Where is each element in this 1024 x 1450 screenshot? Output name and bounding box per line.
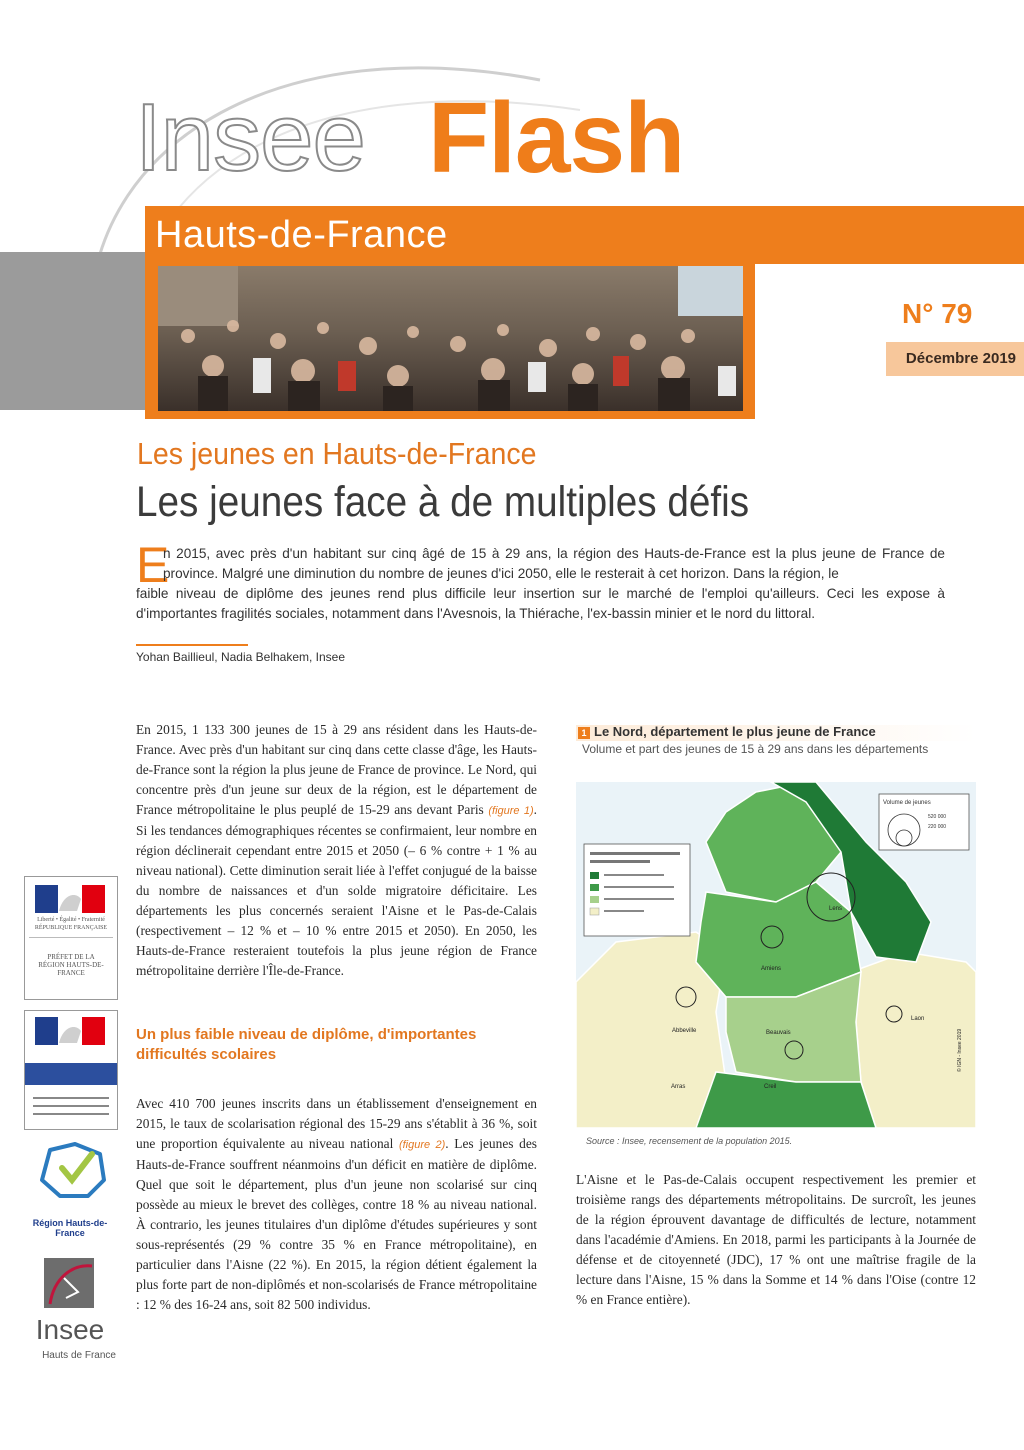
figure-number: 1: [578, 727, 590, 739]
volume-legend-title: Volume de jeunes: [883, 800, 931, 806]
region-logo-label: Région Hauts-de-France: [32, 1218, 108, 1238]
body-text: . Les jeunes des Hauts-de-France souffrent néanmoins d'un déficit en matière de diplôme. Quel que soit le département, plus d'un jeune non scolarisé sur cinq possède au mieux le brevet des collèges, contre 18 % au niveau national. À contrario, les jeunes titulaires d'un diplôme d'études supérieures y sont sous-représentés (29 % contre 35 % en France métropolitaine), en particulier dans l'Aisne (22 %). En 2015, la région détient également la plus forte part de non-diplômés et non-scolarisés de France métropolitaine : 12 % des 16-24 ans, soit 82 500 individus.: [136, 1136, 537, 1312]
prefet-logo: [24, 876, 118, 1000]
lead-paragraph-rest: faible niveau de diplôme des jeunes rend plus difficile leur insertion sur le marché de l'emploi qu'ailleurs. Ceci les expose à d'importantes fragilités sociales, notamment dans l'Avesnois, la Thiérache, l'ex-bassin minier et le nord du littoral.: [136, 586, 945, 621]
brand-flash: Flash: [428, 82, 685, 194]
body-text: . Si les tendances démographiques récentes se confirmaient, leur nombre en région déclinerait cependant entre 2015 et 2050 (– 6 % contre + 1 % au niveau national). Cette diminution serait liée à l'effet conjugué de la baisse du nombre de naissances et d'un solde migratoire déficitaire. Les départements les plus concernés seraient l'Aisne et le Pas-de-Calais (respectivement – 12 % et – 10 % entre 2015 et 2050). En 2050, les Hauts-de-France resteraient toutefois la plus jeune région de France métropolitaine derrière l'Île-de-France.: [136, 802, 537, 978]
figure-2-reference[interactable]: (figure 2): [398, 1139, 446, 1151]
section-heading: Un plus faible niveau de diplôme, d'importantes difficultés scolaires: [136, 1026, 477, 1063]
ministere-logo: [24, 1010, 118, 1130]
liberte-motto: Liberté • Égalité • Fraternité: [37, 917, 105, 923]
map-legend: [584, 844, 690, 936]
insee-logo-text: Insee: [35, 1314, 105, 1345]
authors: Yohan Baillieul, Nadia Belhakem, Insee: [136, 650, 346, 664]
place-label: Amiens: [761, 966, 782, 972]
insee-logo: [24, 1258, 116, 1368]
figure-title: Le Nord, département le plus jeune de France: [594, 724, 876, 739]
author-rule: [136, 644, 248, 646]
insee-logo-sub: Hauts de France: [42, 1350, 116, 1361]
france-map-icon: [30, 1140, 110, 1200]
departments-map: [576, 782, 976, 1128]
prefet-label: PRÉFET DE LA RÉGION HAUTS-DE-FRANCE: [38, 953, 104, 977]
ministere-band: [25, 1063, 117, 1085]
marianne-icon: [35, 1017, 105, 1051]
place-label: Arras: [671, 1084, 686, 1090]
figure-source: Source : Insee, recensement de la population 2015.: [586, 1136, 793, 1146]
place-label: Creil: [764, 1084, 777, 1090]
volume-legend-value: 220 000: [928, 824, 947, 830]
series-title: Les jeunes en Hauts-de-France: [137, 436, 537, 471]
place-label: Laon: [911, 1016, 925, 1022]
region-logo: [24, 1140, 116, 1240]
region-name: Hauts-de-France: [155, 214, 448, 256]
figure-1-reference[interactable]: (figure 1): [488, 805, 534, 817]
body-paragraph-1: [136, 720, 537, 981]
lead-paragraph-start: n 2015, avec près d'un habitant sur cinq âgé de 15 à 29 ans, la région des Hauts-de-France est la plus jeune de France de province. Malgré une diminution du nombre de jeunes d'ici 2050, elle le resterait à cet horizon. Dans la région, le: [163, 546, 945, 581]
body-paragraph-2: [136, 1094, 537, 1315]
volume-legend-value: 520 000: [928, 814, 947, 820]
body-text: Avec 410 700 jeunes inscrits dans un établissement d'enseignement en 2015, le taux de scolarisation régional des 15-29 ans s'établit à 36 %, soit une proportion équivalente au niveau national: [136, 1096, 537, 1151]
brand-insee: Insee: [135, 84, 365, 191]
place-label: Beauvais: [766, 1030, 791, 1036]
volume-legend: [879, 794, 969, 850]
grey-band: [0, 252, 145, 410]
lead-dropcap: E: [136, 537, 170, 593]
crowd-photo: [158, 266, 743, 411]
body-paragraph-3: L'Aisne et le Pas-de-Calais occupent respectivement les premier et troisième rangs des départements métropolitains. De surcroît, les jeunes de la région éprouvent davantage de difficultés de lecture, notamment dans l'académie d'Amiens. En 2018, parmi les participants à la Journée de défense et de citoyenneté (JDC), 17 % ont une maîtrise fragile de la lecture dans l'Aisne, 15 % dans la Somme et 14 % dans l'Oise (contre 12 % en France entière).: [576, 1172, 976, 1307]
map-copyright: © IGN - Insee 2019: [957, 1028, 963, 1072]
page-title: Les jeunes face à de multiples défis: [136, 478, 750, 526]
issue-number: N° 79: [902, 298, 973, 329]
insee-mark-icon: [44, 1258, 94, 1308]
republique-label: RÉPUBLIQUE FRANÇAISE: [34, 925, 108, 931]
figure-subtitle: Volume et part des jeunes de 15 à 29 ans dans les départements: [582, 742, 929, 756]
place-label: Lens: [829, 906, 843, 912]
marianne-icon: [35, 885, 105, 919]
place-label: Abbeville: [672, 1028, 697, 1034]
body-text: En 2015, 1 133 300 jeunes de 15 à 29 ans résident dans les Hauts-de-France. Avec près d'un habitant sur cinq dans cette classe d'âge, les Hauts-de-France sont la région la plus jeune de France de province. Le Nord, qui concentre près d'un jeune sur deux de la région, est le département de France métropolitaine le plus peuplé de 15-29 ans devant Paris: [136, 722, 537, 817]
issue-date: Décembre 2019: [905, 350, 1016, 367]
